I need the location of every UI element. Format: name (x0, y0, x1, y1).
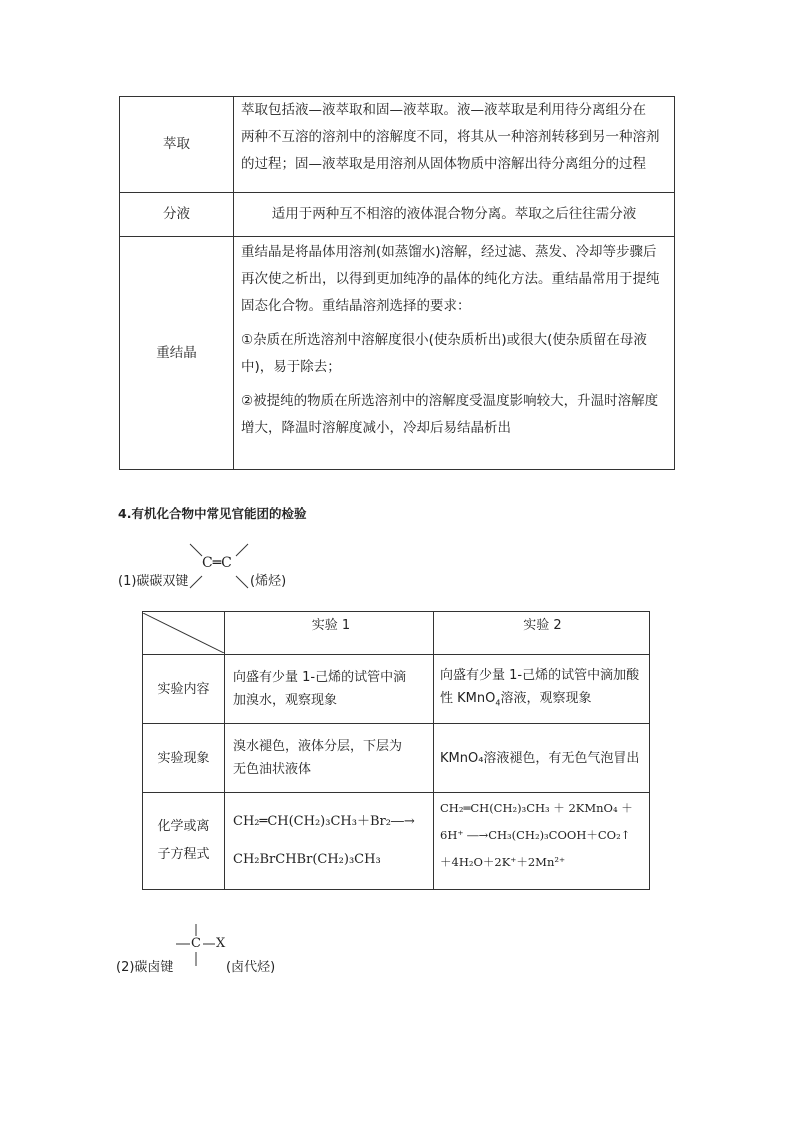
row-label: 萃取 (120, 97, 234, 193)
equation-line: 6H⁺ ―→CH₃(CH₂)₃COOH＋CO₂↑ (440, 828, 631, 842)
exp2-cell (434, 655, 650, 724)
table-row (120, 193, 675, 237)
item2-suffix: (卤代烃) (226, 960, 276, 975)
row-label: 实验现象 (143, 724, 225, 793)
equation-line: CH₂BrCHBr(CH₂)₃CH₃ (233, 852, 381, 867)
column-header: 实验 1 (225, 612, 434, 655)
item1-label: (1)碳碳双键 (118, 574, 189, 589)
exp1-cell (225, 655, 434, 724)
row-label: 重结晶 (120, 237, 234, 470)
separation-methods-table (119, 96, 675, 470)
equation-cell (225, 793, 434, 890)
item2-label: (2)碳卤键 (116, 960, 174, 975)
row-content (234, 97, 675, 193)
equation-line: ＋4H₂O＋2K⁺＋2Mn²⁺ (440, 855, 566, 869)
row-label: 实验内容 (143, 655, 225, 724)
haloalkane-halogen: X (216, 936, 226, 951)
text-line: ①杂质在所选溶剂中溶解度很小(使杂质析出)或很大(使杂质留在母液 (241, 332, 647, 348)
text-line: 的过程；固—液萃取是用溶剂从固体物质中溶解出待分离组分的过程 (241, 156, 646, 172)
diagonal-line (143, 613, 224, 653)
table-header-row (143, 612, 650, 655)
table-row (143, 793, 650, 890)
text-line: ②被提纯的物质在所选溶剂中的溶解度受温度影响较大，升温时溶解度 (241, 393, 659, 409)
equation-cell (434, 793, 650, 890)
text-line: 固态化合物。重结晶溶剂选择的要求： (241, 298, 471, 314)
alkene-test-table (142, 611, 650, 890)
text-line: 重结晶是将晶体用溶剂(如蒸馏水)溶解，经过滤、蒸发、冷却等步骤后 (241, 244, 657, 260)
item1-suffix: (烯烃) (250, 574, 287, 589)
row-content: 适用于两种互不相溶的液体混合物分离。萃取之后往往需分液 (234, 193, 675, 237)
haloalkane-carbon: C (191, 936, 201, 951)
row-content (234, 237, 675, 470)
text-line: 加溴水，观察现象 (233, 693, 338, 708)
column-header: 实验 2 (434, 612, 650, 655)
table-row (120, 237, 675, 470)
text-line: 向盛有少量 1-己烯的试管中滴 (233, 670, 407, 685)
text-line: 无色油状液体 (233, 762, 312, 777)
text-line: 萃取包括液—液萃取和固—液萃取。液—液萃取是利用待分离组分在 (241, 102, 646, 118)
text-line: 向盛有少量 1-己烯的试管中滴加酸 (440, 667, 640, 683)
text-line: 再次使之析出，以得到更加纯净的晶体的纯化方法。重结晶常用于提纯 (241, 271, 660, 287)
text-line: 两种不互溶的溶剂中的溶解度不同，将其从一种溶剂转移到另一种溶剂 (241, 129, 660, 145)
exp1-cell (225, 724, 434, 793)
table-row (143, 724, 650, 793)
text-line: 性 KMnO$_4$溶液，观察现象 (440, 690, 592, 708)
exp2-cell: KMnO₄溶液褪色，有无色气泡冒出 (434, 724, 650, 793)
table-row (120, 97, 675, 193)
row-label: 化学或离 子方程式 (143, 793, 225, 890)
equation-line: CH₂═CH(CH₂)₃CH₃ ＋ 2KMnO₄ ＋ (440, 801, 633, 815)
text-line: 溴水褪色，液体分层，下层为 (233, 739, 403, 754)
equation-line: CH₂═CH(CH₂)₃CH₃＋Br₂―→ (233, 814, 415, 829)
section-heading: 4.有机化合物中常见官能团的检验 (118, 506, 307, 521)
diagonal-header-cell (143, 612, 225, 655)
table-row (143, 655, 650, 724)
text-line: 增大，降温时溶解度减小，冷却后易结晶析出 (241, 420, 511, 436)
text-line: 中)，易于除去； (241, 359, 341, 375)
alkene-formula: C═C (202, 555, 232, 571)
row-label: 分液 (120, 193, 234, 237)
